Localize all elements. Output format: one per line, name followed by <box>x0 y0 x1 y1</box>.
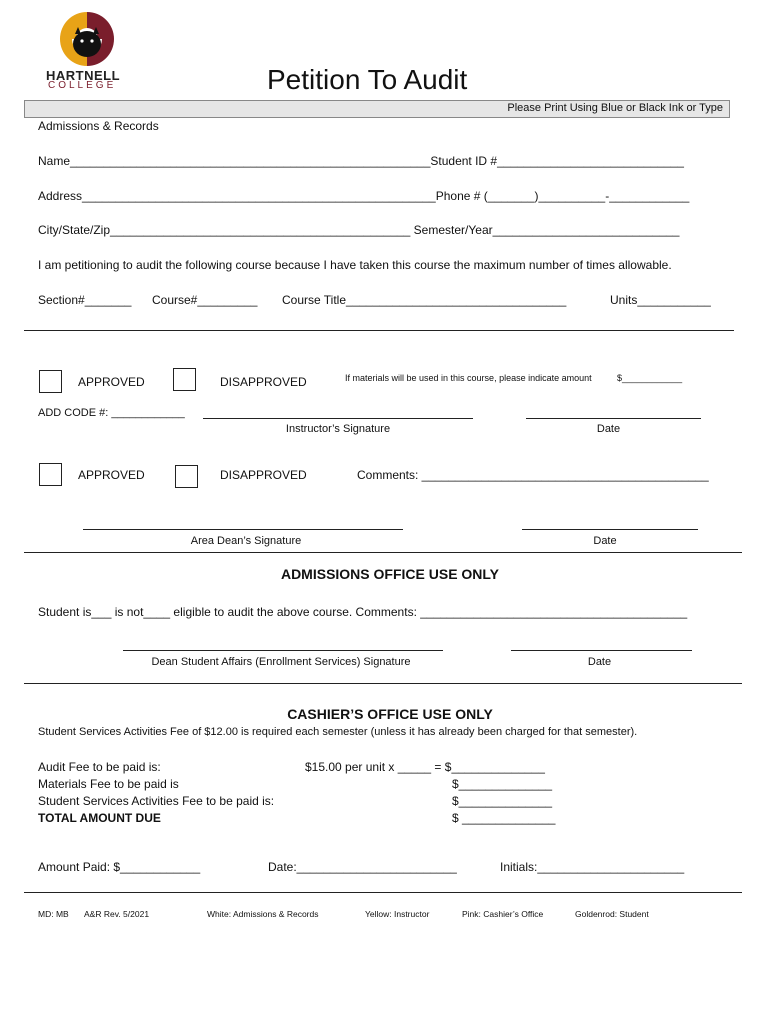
amount-paid-field[interactable]: Amount Paid: $____________ <box>38 860 201 874</box>
footer-pink-copy: Pink: Cashier’s Office <box>462 909 544 919</box>
instructor-date-label: Date <box>596 423 621 435</box>
dean-signature-label: Area Dean’s Signature <box>190 535 302 547</box>
audit-fee-calc-field[interactable]: $15.00 per unit x _____ = $______________ <box>305 760 545 774</box>
admissions-heading: ADMISSIONS OFFICE USE ONLY <box>280 566 500 582</box>
materials-fee-label: Materials Fee to be paid is <box>38 777 179 791</box>
eligibility-field[interactable]: Student is___ is not____ eligible to audit the above course. Comments: ________________________________________ <box>38 605 688 619</box>
instructor-approved-checkbox[interactable] <box>39 370 62 393</box>
fee-note: Student Services Activities Fee of $12.00 is required each semester (unless it has already been charged for that semester). <box>38 726 638 738</box>
admissions-date-line[interactable] <box>511 650 692 651</box>
initials-field[interactable]: Initials:______________________ <box>500 860 685 874</box>
materials-amount-field[interactable]: $____________ <box>617 373 683 383</box>
instruction-text: Please Print Using Blue or Black Ink or Type <box>507 102 723 114</box>
footer-goldenrod-copy: Goldenrod: Student <box>575 909 649 919</box>
college-name: HARTNELL <box>46 68 121 83</box>
dean-student-affairs-signature-label: Dean Student Affairs (Enrollment Services) Signature <box>151 656 411 668</box>
city-field[interactable]: City/State/Zip_____________________________________________ Semester/Year____________________________ <box>38 223 680 237</box>
dean-approved-label: APPROVED <box>78 468 145 482</box>
divider <box>24 892 742 893</box>
dean-comments-field[interactable]: Comments: ___________________________________________ <box>357 468 709 482</box>
divider <box>24 552 742 553</box>
footer-white-copy: White: Admissions & Records <box>207 909 319 919</box>
total-amount-label: TOTAL AMOUNT DUE <box>38 811 161 825</box>
instruction-bar <box>24 100 730 118</box>
address-field[interactable]: Address_____________________________________________________Phone # (_______)__________-____________ <box>38 189 690 203</box>
footer-rev: A&R Rev. 5/2021 <box>84 909 150 919</box>
section-field[interactable]: Section#_______ <box>38 293 132 307</box>
instructor-disapproved-label: DISAPPROVED <box>220 375 307 389</box>
instructor-disapproved-checkbox[interactable] <box>173 368 196 391</box>
college-logo <box>40 10 135 92</box>
page-title: Petition To Audit <box>267 64 468 95</box>
instructor-approved-label: APPROVED <box>78 375 145 389</box>
cashier-heading: CASHIER’S OFFICE USE ONLY <box>287 706 493 722</box>
college-subname: COLLEGE <box>48 80 117 91</box>
footer-yellow-copy: Yellow: Instructor <box>365 909 430 919</box>
course-title-field[interactable]: Course Title_________________________________ <box>282 293 567 307</box>
materials-fee-field[interactable]: $______________ <box>452 777 553 791</box>
name-field[interactable]: Name______________________________________________________Student ID #____________________________ <box>38 154 684 168</box>
dean-disapproved-checkbox[interactable] <box>175 465 198 488</box>
footer-md: MD: MB <box>38 909 69 919</box>
dean-student-affairs-signature-line[interactable] <box>123 650 443 651</box>
divider <box>24 683 742 684</box>
divider <box>24 330 734 331</box>
admissions-date-label: Date <box>587 656 612 668</box>
activities-fee-field[interactable]: $______________ <box>452 794 553 808</box>
instructor-signature-line[interactable] <box>203 418 473 419</box>
instructor-signature-label: Instructor’s Signature <box>285 423 391 435</box>
dean-approved-checkbox[interactable] <box>39 463 62 486</box>
panther-seal-icon <box>40 10 135 68</box>
audit-fee-label: Audit Fee to be paid is: <box>38 760 161 774</box>
instructor-date-line[interactable] <box>526 418 701 419</box>
activities-fee-label: Student Services Activities Fee to be paid is: <box>38 794 275 808</box>
department-label: Admissions & Records <box>38 119 159 133</box>
add-code-field[interactable]: ADD CODE #: ____________ <box>38 407 185 419</box>
total-amount-field[interactable]: $ ______________ <box>452 811 556 825</box>
dean-signature-line[interactable] <box>83 529 403 530</box>
materials-note: If materials will be used in this course, please indicate amount <box>345 373 592 383</box>
units-field[interactable]: Units___________ <box>610 293 711 307</box>
cashier-date-field[interactable]: Date:________________________ <box>268 860 457 874</box>
dean-date-label: Date <box>593 535 617 547</box>
dean-disapproved-label: DISAPPROVED <box>220 468 307 482</box>
dean-date-line[interactable] <box>522 529 698 530</box>
petition-statement: I am petitioning to audit the following course because I have taken this course the maximum number of times allowable. <box>38 258 672 272</box>
course-field[interactable]: Course#_________ <box>152 293 258 307</box>
